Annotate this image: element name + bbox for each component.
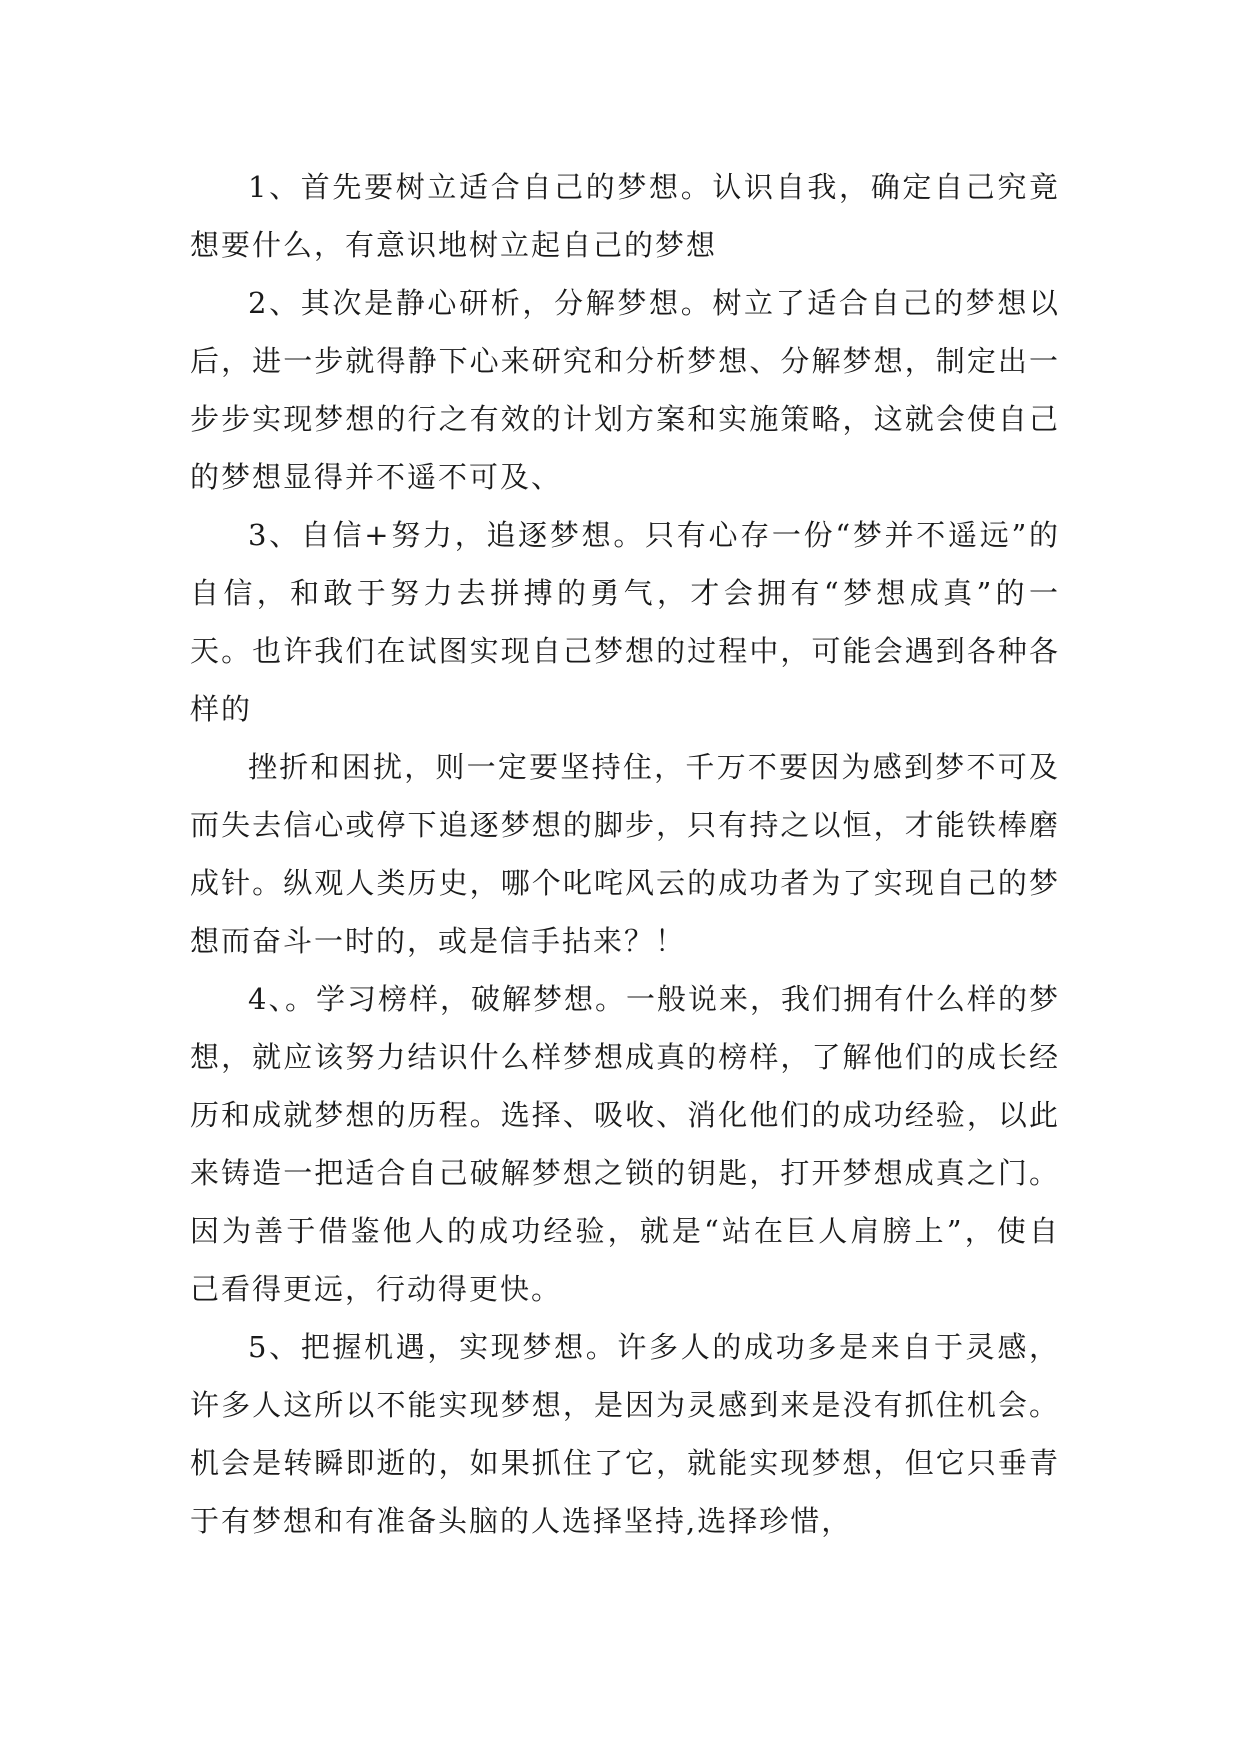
document-body [190,158,1060,1550]
paragraph-1: 1、首先要树立适合自己的梦想。认识自我，确定自己究竟想要什么，有意识地树立起自己的梦想 [190,170,1060,262]
paragraph-6: 5、把握机遇，实现梦想。许多人的成功多是来自于灵感，许多人这所以不能实现梦想，是因为灵感到来是没有抓住机会。机会是转瞬即逝的，如果抓住了它，就能实现梦想，但它只垂青于有梦想和有准备头脑的人选择坚持,选择珍惜， [190,1330,1060,1538]
paragraph-5: 4、。学习榜样，破解梦想。一般说来，我们拥有什么样的梦想，就应该努力结识什么样梦想成真的榜样，了解他们的成长经历和成就梦想的历程。选择、吸收、消化他们的成功经验，以此来铸造一把适合自己破解梦想之锁的钥匙，打开梦想成真之门。因为善于借鉴他人的成功经验，就是“站在巨人肩膀上”，使自己看得更远，行动得更快。 [190,982,1060,1306]
paragraph-3: 3、自信+努力，追逐梦想。只有心存一份“梦并不遥远”的自信，和敢于努力去拼搏的勇气，才会拥有“梦想成真”的一天。也许我们在试图实现自己梦想的过程中，可能会遇到各种各样的 [190,518,1060,726]
paragraph-4: 挫折和困扰，则一定要坚持住，千万不要因为感到梦不可及而失去信心或停下追逐梦想的脚步，只有持之以恒，才能铁棒磨成针。纵观人类历史，哪个叱咤风云的成功者为了实现自己的梦想而奋斗一时的，或是信手拈来？！ [190,750,1060,958]
paragraph-2: 2、其次是静心研析，分解梦想。树立了适合自己的梦想以后，进一步就得静下心来研究和分析梦想、分解梦想，制定出一步步实现梦想的行之有效的计划方案和实施策略，这就会使自己的梦想显得并不遥不可及、 [190,286,1060,494]
